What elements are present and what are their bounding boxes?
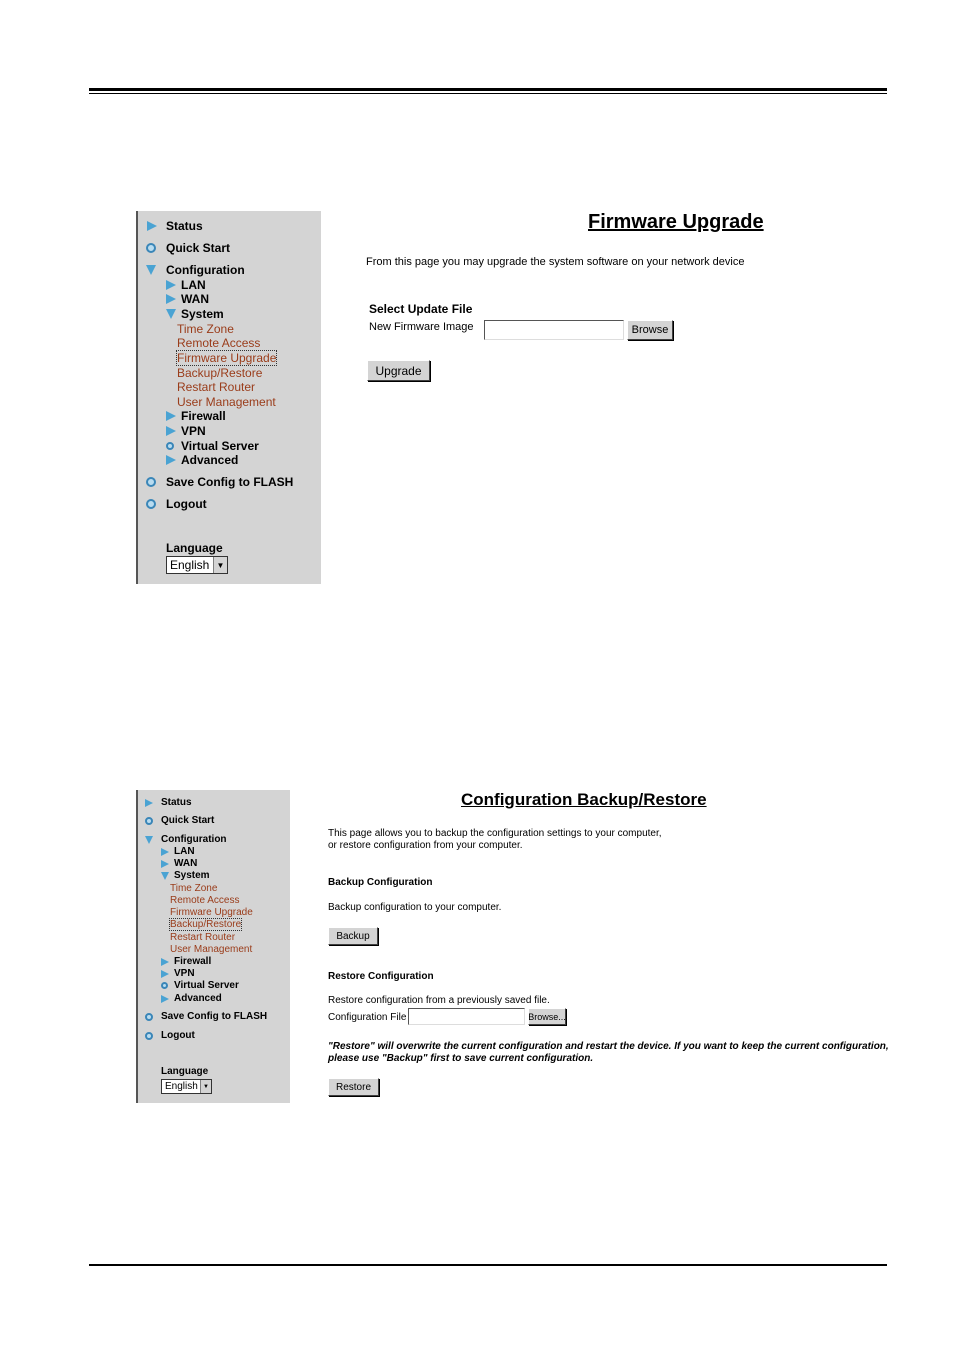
triangle-down-icon	[145, 836, 153, 844]
circle-bullet-icon	[145, 817, 153, 825]
intro-text-line2: or restore configuration from your computer.	[328, 840, 523, 851]
sidebar-item-status[interactable]: Status	[145, 797, 192, 808]
sidebar-item-system[interactable]: System	[166, 307, 224, 321]
sidebar-link-firmware-upgrade[interactable]: Firmware Upgrade	[170, 907, 253, 918]
section-heading: Select Update File	[369, 302, 473, 316]
backup-text: Backup configuration to your computer.	[328, 902, 502, 913]
language-select[interactable]: English ▼	[161, 1079, 212, 1094]
config-file-label: Configuration File	[328, 1012, 407, 1023]
sidebar-item-logout[interactable]: Logout	[146, 497, 207, 511]
sidebar-link-firmware-upgrade[interactable]: Firmware Upgrade	[177, 351, 277, 365]
sidebar-item-wan[interactable]: WAN	[161, 858, 197, 869]
sidebar-item-vpn[interactable]: VPN	[166, 424, 206, 438]
circle-bullet-icon	[145, 1013, 153, 1021]
sidebar-link-restart-router[interactable]: Restart Router	[177, 380, 256, 394]
restore-heading: Restore Configuration	[328, 971, 434, 982]
triangle-right-icon	[161, 970, 169, 978]
sidebar-item-configuration[interactable]: Configuration	[146, 263, 245, 277]
browse-button[interactable]: Browse...	[528, 1008, 566, 1025]
language-select[interactable]: English ▼	[166, 556, 228, 574]
triangle-right-icon	[161, 958, 169, 966]
page-title: Firmware Upgrade	[588, 211, 764, 233]
triangle-right-icon	[161, 995, 169, 1003]
warning-text-line2: please use "Backup" first to save current configuration.	[328, 1053, 594, 1064]
sidebar-item-advanced[interactable]: Advanced	[161, 993, 222, 1004]
backup-button[interactable]: Backup	[328, 927, 378, 945]
upgrade-button[interactable]: Upgrade	[367, 360, 430, 381]
sidebar-item-quick-start[interactable]: Quick Start	[146, 241, 230, 255]
sidebar-link-user-management[interactable]: User Management	[177, 395, 276, 409]
sidebar-item-vpn[interactable]: VPN	[161, 968, 195, 979]
sidebar-item-system[interactable]: System	[161, 870, 210, 881]
sidebar-item-configuration[interactable]: Configuration	[145, 834, 227, 845]
browse-button[interactable]: Browse	[627, 320, 673, 340]
sidebar-link-time-zone[interactable]: Time Zone	[170, 883, 218, 894]
sidebar-item-lan[interactable]: LAN	[161, 846, 195, 857]
sidebar-link-backup-restore[interactable]: Backup/Restore	[170, 919, 242, 930]
chevron-down-icon: ▼	[213, 557, 227, 573]
restore-text: Restore configuration from a previously saved file.	[328, 995, 550, 1006]
sidebar-link-remote-access[interactable]: Remote Access	[177, 336, 261, 350]
language-label: Language	[166, 541, 223, 555]
sidebar-item-lan[interactable]: LAN	[166, 278, 206, 292]
warning-text-line1: "Restore" will overwrite the current configuration and restart the device. If you want to keep the current configuration,	[328, 1041, 889, 1052]
sidebar-item-firewall[interactable]: Firewall	[166, 409, 226, 423]
triangle-down-icon	[161, 872, 169, 880]
page-title: Configuration Backup/Restore	[461, 790, 707, 809]
sidebar-item-firewall[interactable]: Firewall	[161, 956, 211, 967]
chevron-down-icon: ▼	[200, 1080, 211, 1093]
firmware-image-label: New Firmware Image	[369, 321, 474, 333]
triangle-right-icon	[161, 860, 169, 868]
intro-text: From this page you may upgrade the system software on your network device	[366, 256, 745, 268]
sidebar-link-backup-restore[interactable]: Backup/Restore	[177, 366, 263, 380]
sidebar-item-quick-start[interactable]: Quick Start	[145, 815, 214, 826]
sidebar-item-advanced[interactable]: Advanced	[166, 453, 238, 467]
sidebar-item-status[interactable]: Status	[147, 219, 203, 233]
sidebar-item-save-config[interactable]: Save Config to FLASH	[145, 1011, 267, 1022]
config-file-input[interactable]	[408, 1008, 525, 1025]
sidebar-link-remote-access[interactable]: Remote Access	[170, 895, 240, 906]
language-label: Language	[161, 1066, 209, 1077]
sidebar-item-save-config[interactable]: Save Config to FLASH	[146, 475, 293, 489]
sidebar-item-virtual-server[interactable]: Virtual Server	[161, 980, 239, 991]
sidebar-link-restart-router[interactable]: Restart Router	[170, 932, 236, 943]
intro-text-line1: This page allows you to backup the configuration settings to your computer,	[328, 828, 662, 839]
sidebar-link-user-management[interactable]: User Management	[170, 944, 253, 955]
circle-bullet-icon	[145, 1032, 153, 1040]
restore-button[interactable]: Restore	[328, 1078, 379, 1096]
circle-bullet-icon	[161, 982, 168, 989]
triangle-right-icon	[161, 848, 169, 856]
footer-rule	[89, 1264, 887, 1266]
sidebar-item-wan[interactable]: WAN	[166, 292, 209, 306]
sidebar-item-virtual-server[interactable]: Virtual Server	[166, 439, 259, 453]
backup-heading: Backup Configuration	[328, 877, 433, 888]
sidebar-item-logout[interactable]: Logout	[145, 1030, 195, 1041]
sidebar-link-time-zone[interactable]: Time Zone	[177, 322, 234, 336]
triangle-right-icon	[145, 799, 153, 807]
